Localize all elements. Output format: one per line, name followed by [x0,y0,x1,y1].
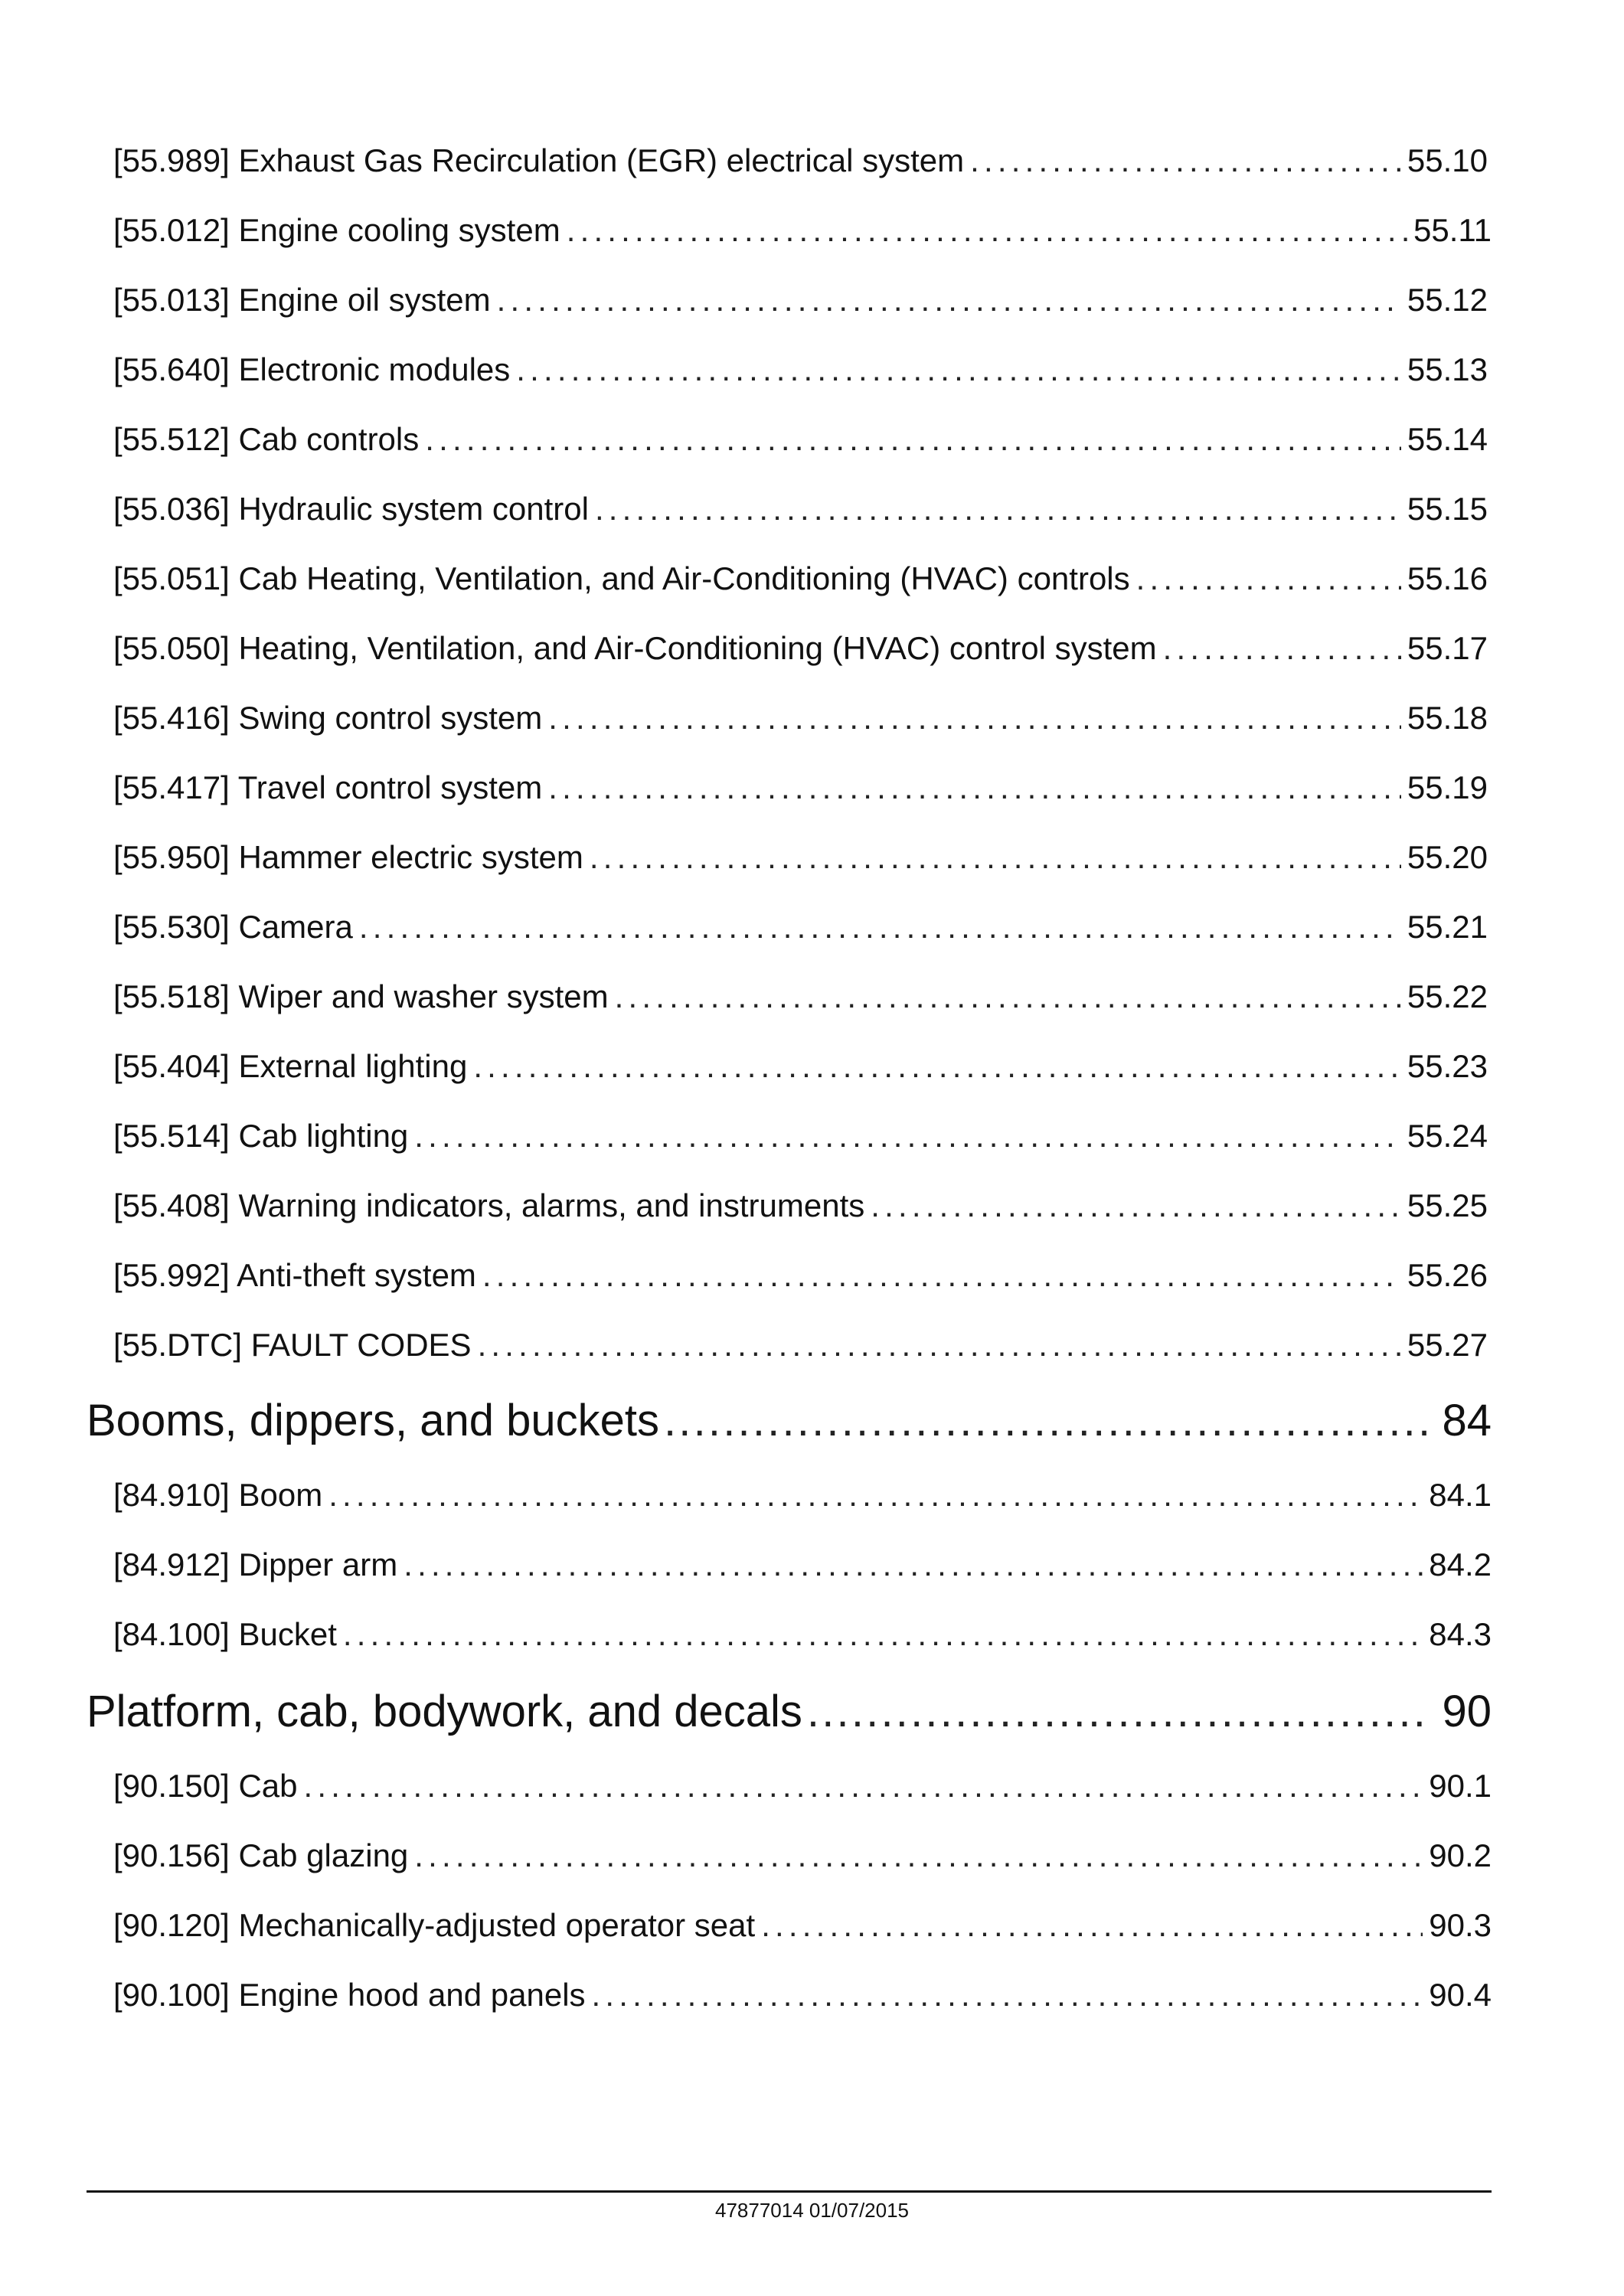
toc-entry-label: [55.013] Engine oil system [113,282,491,318]
toc-entry-page: 90.4 [1429,1977,1492,2013]
toc-leader-dots [328,1474,1423,1517]
toc-entry-page: 90.3 [1429,1907,1492,1943]
toc-entry-label: [90.150] Cab [113,1768,298,1804]
toc-leader-dots [970,139,1401,182]
toc-section-page: 84 [1442,1396,1492,1445]
toc-entry[interactable] [113,766,1488,809]
toc-entry-label: [90.120] Mechanically-adjusted operator seat [113,1907,756,1943]
toc-entry-page: 84.2 [1429,1546,1492,1582]
toc-entry-page: 55.13 [1407,351,1488,387]
toc-leader-dots [359,906,1401,949]
toc-entry[interactable] [113,906,1488,949]
toc-entry-label: [55.512] Cab controls [113,421,420,457]
toc-section-label: Platform, cab, bodywork, and decals [87,1687,802,1736]
footer-divider [87,2190,1492,2193]
toc-section-heading[interactable] [87,1684,1492,1739]
toc-entry-label: [90.156] Cab glazing [113,1837,409,1873]
toc-entry[interactable] [113,418,1488,461]
toc-entry[interactable] [113,1045,1488,1088]
toc-entry-label: [55.417] Travel control system [113,769,543,805]
toc-entry-page: 55.14 [1407,421,1488,457]
toc-entry-page: 55.25 [1407,1187,1488,1223]
toc-leader-dots [590,836,1401,879]
toc-entry-page: 90.2 [1429,1837,1492,1873]
toc-entry[interactable] [113,1184,1488,1227]
toc-entry-page: 55.22 [1407,978,1488,1014]
toc-entry-page: 55.23 [1407,1048,1488,1084]
toc-entry[interactable] [113,139,1488,182]
toc-entry-label: [84.912] Dipper arm [113,1546,398,1582]
toc-entry[interactable] [113,1834,1492,1877]
toc-entry[interactable] [113,1613,1492,1656]
toc-entry[interactable] [113,557,1488,600]
toc-entry-label: [55.404] External lighting [113,1048,468,1084]
toc-entry-page: 84.3 [1429,1616,1492,1652]
toc-entry[interactable] [113,1254,1488,1297]
toc-leader-dots [478,1324,1401,1367]
toc-entry-page: 55.12 [1407,282,1488,318]
toc-leader-dots [473,1045,1401,1088]
toc-entry[interactable] [113,488,1488,531]
toc-leader-dots [567,209,1407,252]
toc-entry-label: [55.036] Hydraulic system control [113,491,589,527]
toc-entry-label: [55.408] Warning indicators, alarms, and instruments [113,1187,865,1223]
toc-entry[interactable] [113,209,1492,252]
toc-entry-label: [84.100] Bucket [113,1616,337,1652]
toc-entry-page: 55.26 [1407,1257,1488,1293]
toc-entry-label: [55.514] Cab lighting [113,1118,409,1154]
toc-entry[interactable] [113,1474,1492,1517]
toc-leader-dots [414,1834,1423,1877]
toc-entry-label: [55.416] Swing control system [113,700,543,736]
toc-leader-dots [404,1543,1423,1586]
toc-entry-label: [55.518] Wiper and washer system [113,978,609,1014]
toc-entry-page: 55.10 [1407,142,1488,178]
toc-entry[interactable] [113,1324,1488,1367]
toc-entry[interactable] [113,1765,1492,1808]
toc-leader-dots [761,1904,1423,1947]
toc-leader-dots [548,697,1401,740]
toc-leader-dots [664,1393,1432,1448]
toc-leader-dots [807,1684,1432,1739]
toc-entry-label: [55.640] Electronic modules [113,351,511,387]
toc-entry-label: [55.012] Engine cooling system [113,212,560,248]
toc-entry[interactable] [113,975,1488,1018]
toc-entry[interactable] [113,279,1488,322]
toc-leader-dots [425,418,1401,461]
toc-entry[interactable] [113,348,1488,391]
toc-entry-page: 90.1 [1429,1768,1492,1804]
toc-entry-label: [55.051] Cab Heating, Ventilation, and Air-Conditioning (HVAC) controls [113,560,1130,596]
toc-section-label: Booms, dippers, and buckets [87,1396,659,1445]
toc-entry-page: 55.27 [1407,1327,1488,1363]
toc-entry[interactable] [113,627,1488,670]
toc-leader-dots [595,488,1401,531]
toc-entry-label: [55.950] Hammer electric system [113,839,583,875]
toc-entry-page: 55.11 [1413,212,1492,248]
toc-entry-page: 55.17 [1407,630,1488,666]
toc-leader-dots [414,1115,1401,1158]
toc-leader-dots [304,1765,1423,1808]
toc-entry[interactable] [113,697,1488,740]
toc-entry[interactable] [113,1115,1488,1158]
toc-entry[interactable] [113,1543,1492,1586]
toc-entry-label: [90.100] Engine hood and panels [113,1977,586,2013]
toc-entry-page: 55.21 [1407,909,1488,945]
toc-leader-dots [1163,627,1401,670]
toc-entry-label: [55.DTC] FAULT CODES [113,1327,472,1363]
toc-leader-dots [871,1184,1401,1227]
toc-entry-label: [84.910] Boom [113,1477,323,1513]
toc-leader-dots [548,766,1401,809]
toc-entry-page: 55.24 [1407,1118,1488,1154]
toc-entry-page: 55.15 [1407,491,1488,527]
toc-entry-page: 55.19 [1407,769,1488,805]
toc-entry-label: [55.989] Exhaust Gas Recirculation (EGR) electrical system [113,142,965,178]
toc-leader-dots [516,348,1401,391]
toc-leader-dots [343,1613,1423,1656]
toc-entry[interactable] [113,1904,1492,1947]
toc-entry-label: [55.050] Heating, Ventilation, and Air-Conditioning (HVAC) control system [113,630,1157,666]
toc-section-heading[interactable] [87,1393,1492,1448]
toc-entry-page: 55.16 [1407,560,1488,596]
toc-entry[interactable] [113,836,1488,879]
toc-section-page: 90 [1442,1687,1492,1736]
toc-leader-dots [482,1254,1401,1297]
toc-leader-dots [497,279,1401,322]
toc-leader-dots [1136,557,1401,600]
toc-leader-dots [592,1974,1423,2017]
footer-document-id: 47877014 01/07/2015 [714,2199,910,2222]
toc-leader-dots [615,975,1401,1018]
toc-entry-label: [55.530] Camera [113,909,353,945]
toc-entry-page: 55.18 [1407,700,1488,736]
toc-entry[interactable] [113,1974,1492,2017]
toc-entry-page: 55.20 [1407,839,1488,875]
toc-entry-page: 84.1 [1429,1477,1492,1513]
toc-entry-label: [55.992] Anti-theft system [113,1257,476,1293]
